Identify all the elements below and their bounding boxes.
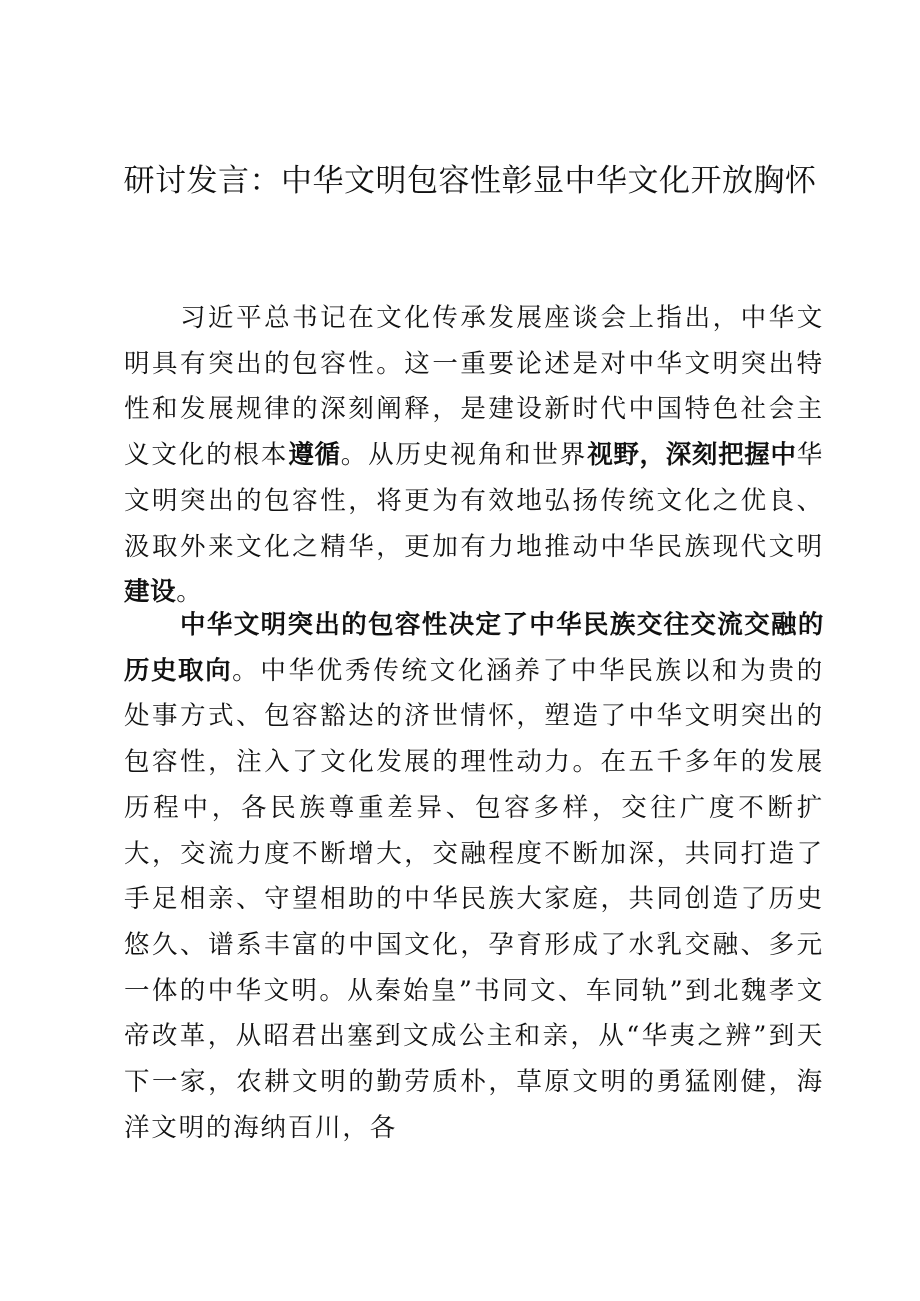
paragraph-text: 。中华优秀传统文化涵养了中华民族以和为贵的处事方式、包容豁达的济世情怀，塑造了中华文明突出的包容性，注入了文化发展的理性动力。在五千多年的发展历程中，各民族尊重差异、包容多样，交往广度不断扩大，交流力度不断增大，交融程度不断加深，共同打造了手足相亲、守望相助的中华民族大家庭，共同创造了历史悠久、谱系丰富的中国文化，孕育形成了水乳交融、多元一体的中华文明。从秦始皇”书同文、车同轨”到北魏孝文帝改革，从昭君出塞到文成公主和亲，从“华夷之辨”到天下一家，农耕文明的勤劳质朴，草原文明的勇猛刚健，海洋文明的海纳百川，各 [124,655,824,1143]
paragraph-intro [124,296,824,616]
paragraph-lead-sentence: 中华文明突出的包容性决定了中华民族交往交流交融的历史取向 [124,610,824,686]
paragraph-text: 华文明突出的包容性，将更为有效地弘扬传统文化之优良、汲取外来文化之精华，更加有力地推动中华民族现代文明 [124,440,824,562]
bold-text: 建设 [124,577,177,608]
document-title: 研讨发言：中华文明包容性彰显中华文化开放胸怀 [123,163,817,199]
paragraph-text: 习近平总书记在文化传承发展座谈会上指出，中华文明具有突出的包容性。这一重要论述是对中华文明突出特性和发展规律的深刻阐释，是建设新时代中国特色社会主义文化的根本 [124,303,824,471]
paragraph-inclusiveness [124,603,824,1151]
bold-text: 视野，深刻把握中 [587,440,797,471]
paragraph-text: 。 [176,577,204,608]
bold-text: 遵循 [288,440,341,471]
paragraph-text: 。从历史视角和世界 [340,440,588,471]
